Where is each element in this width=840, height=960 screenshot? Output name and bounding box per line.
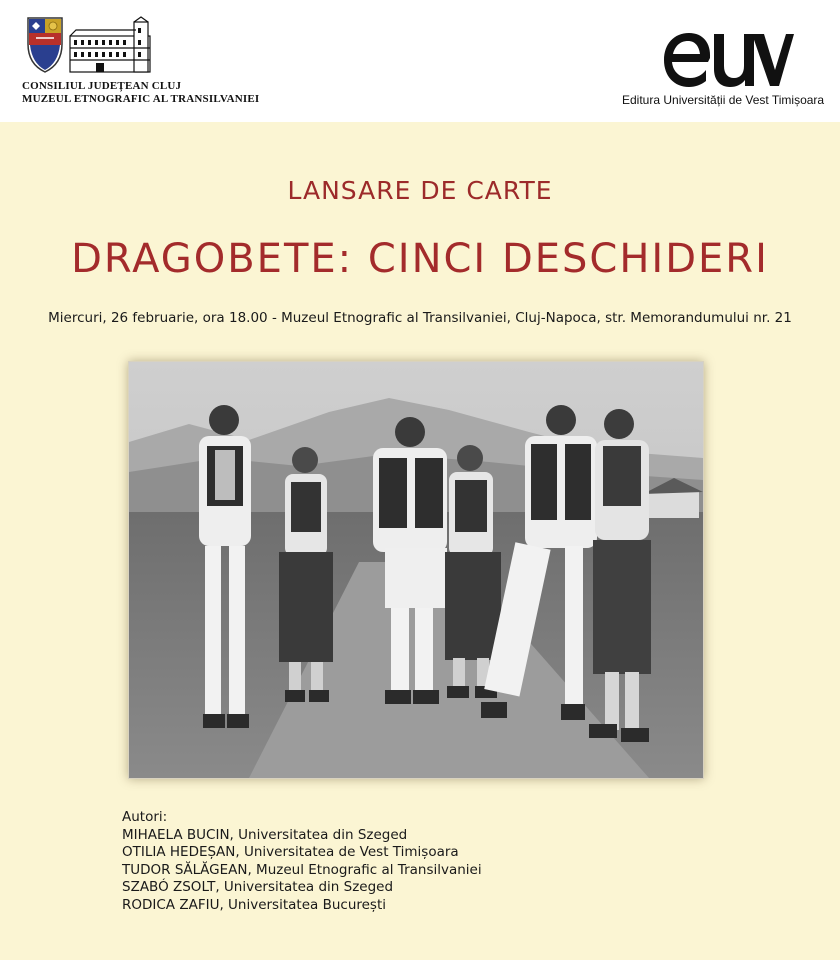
author-item: SZABÓ ZSOLT, Universitatea din Szeged	[122, 879, 394, 896]
author-item: OTILIA HEDEȘAN, Universitatea de Vest Timișoara	[122, 844, 459, 861]
publisher-name: Editura Universității de Vest Timișoara	[622, 93, 825, 107]
authors-list	[122, 809, 482, 915]
organization-names	[22, 80, 259, 106]
event-details: Miercuri, 26 februarie, ora 18.00 - Muzeul Etnografic al Transilvaniei, Cluj-Napoca, str. Memorandumului nr. 21	[48, 310, 792, 326]
author-item: MIHAELA BUCIN, Universitatea din Szeged	[122, 826, 408, 843]
book-title: DRAGOBETE: CINCI DESCHIDERI	[71, 236, 769, 282]
euv-publisher-logo	[664, 30, 794, 88]
museum-name: MUZEUL ETNOGRAFIC AL TRANSILVANIEI	[22, 93, 260, 105]
author-item: RODICA ZAFIU, Universitatea București	[122, 896, 387, 913]
vintage-folk-costume-photo	[128, 361, 704, 779]
event-kicker: LANSARE DE CARTE	[287, 176, 553, 205]
authors-heading: Autori:	[122, 809, 168, 825]
author-item: TUDOR SĂLĂGEAN, Muzeul Etnografic al Transilvaniei	[122, 861, 482, 878]
header-bar	[0, 0, 840, 122]
county-council-name: CONSILIUL JUDEȚEAN CLUJ	[22, 80, 182, 92]
county-council-crest-logo	[26, 16, 276, 76]
